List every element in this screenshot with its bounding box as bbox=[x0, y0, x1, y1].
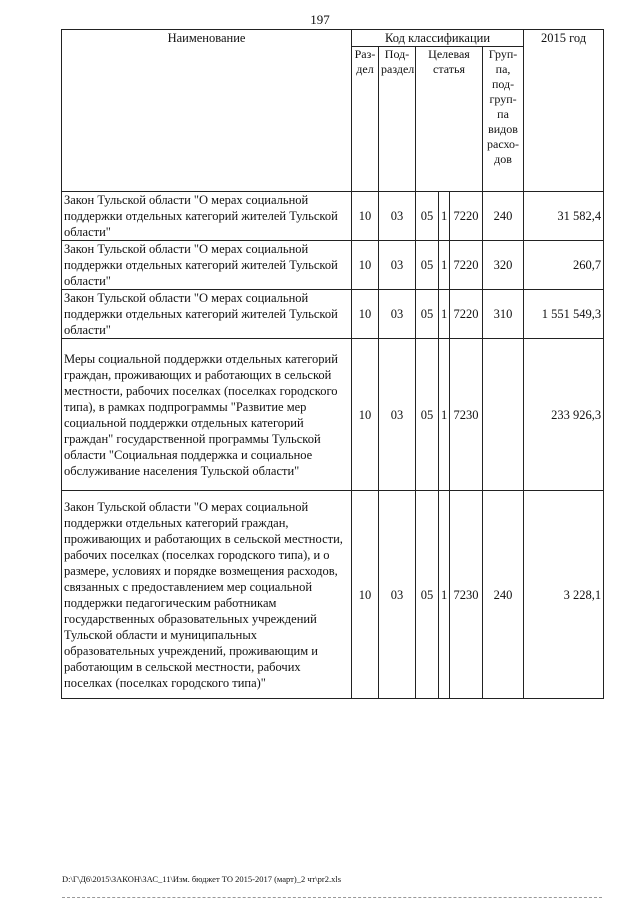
row-name: Закон Тульской области "О мерах социальной поддержки отдельных категорий жителей Тульской области" bbox=[62, 192, 352, 241]
row-target-program: 05 bbox=[416, 491, 439, 699]
table-row bbox=[62, 192, 604, 241]
row-name: Закон Тульской области "О мерах социальной поддержки отдельных категорий жителей Тульской области" bbox=[62, 290, 352, 339]
row-target-program: 05 bbox=[416, 339, 439, 491]
row-target-program: 05 bbox=[416, 192, 439, 241]
row-expense-group: 240 bbox=[483, 491, 524, 699]
row-name: Закон Тульской области "О мерах социальной поддержки отдельных категорий жителей Тульской области" bbox=[62, 241, 352, 290]
row-expense-group: 240 bbox=[483, 192, 524, 241]
row-name: Закон Тульской области "О мерах социальной поддержки отдельных категорий граждан, проживающих и работающих в сельской местности, рабочих поселках (поселках городского типа), и о размере, условиях и порядке возмещения расходов, связанных с предоставлением мер социальной поддержки педагогическим работникам государственных образовательных учреждений Тульской области и муниципальных образовательных учреждений, проживающим и работающим в сельской местности, рабочих поселках (поселках городского типа)" bbox=[62, 491, 352, 699]
row-expense-group bbox=[483, 339, 524, 491]
header-section: Раз- дел bbox=[352, 47, 379, 192]
footer-rule bbox=[62, 897, 602, 898]
row-amount: 1 551 549,3 bbox=[524, 290, 604, 339]
table-row bbox=[62, 290, 604, 339]
header-expense-group: Груп- па, под- груп- па видов расхо- дов bbox=[483, 47, 524, 192]
row-amount: 233 926,3 bbox=[524, 339, 604, 491]
header-target-article: Целевая статья bbox=[416, 47, 483, 192]
row-section: 10 bbox=[352, 192, 379, 241]
row-subsection: 03 bbox=[379, 491, 416, 699]
row-subsection: 03 bbox=[379, 192, 416, 241]
row-target-subprogram: 1 bbox=[439, 241, 450, 290]
row-target-code: 7220 bbox=[450, 290, 483, 339]
page-number: 197 bbox=[310, 12, 330, 27]
header-subsection: Под- раздел bbox=[379, 47, 416, 192]
row-section: 10 bbox=[352, 491, 379, 699]
row-target-program: 05 bbox=[416, 241, 439, 290]
row-subsection: 03 bbox=[379, 339, 416, 491]
row-subsection: 03 bbox=[379, 241, 416, 290]
row-subsection: 03 bbox=[379, 290, 416, 339]
header-name: Наименование bbox=[62, 30, 352, 192]
row-target-subprogram: 1 bbox=[439, 290, 450, 339]
row-target-code: 7230 bbox=[450, 339, 483, 491]
file-path-footer: D:\Г\Д6\2015\ЗАКОН\ЗАС_11\Изм. бюджет ТО 2015-2017 (март)_2 чт\pr2.xls bbox=[62, 874, 342, 884]
row-target-subprogram: 1 bbox=[439, 192, 450, 241]
row-amount: 31 582,4 bbox=[524, 192, 604, 241]
table-row bbox=[62, 491, 604, 699]
row-expense-group: 320 bbox=[483, 241, 524, 290]
row-target-program: 05 bbox=[416, 290, 439, 339]
header-classification: Код классификации bbox=[352, 30, 524, 47]
header-year: 2015 год bbox=[524, 30, 604, 192]
row-expense-group: 310 bbox=[483, 290, 524, 339]
budget-table bbox=[61, 29, 604, 699]
row-target-subprogram: 1 bbox=[439, 491, 450, 699]
row-amount: 3 228,1 bbox=[524, 491, 604, 699]
row-section: 10 bbox=[352, 339, 379, 491]
row-target-code: 7220 bbox=[450, 192, 483, 241]
row-section: 10 bbox=[352, 241, 379, 290]
row-target-subprogram: 1 bbox=[439, 339, 450, 491]
table-row bbox=[62, 339, 604, 491]
row-target-code: 7220 bbox=[450, 241, 483, 290]
table-row bbox=[62, 241, 604, 290]
row-target-code: 7230 bbox=[450, 491, 483, 699]
row-section: 10 bbox=[352, 290, 379, 339]
row-name: Меры социальной поддержки отдельных категорий граждан, проживающих и работающих в сельской местности, рабочих поселках (поселках городского типа), в рамках подпрограммы "Развитие мер социальной поддержки отдельных категорий граждан" государственной программы Тульской области "Социальная поддержка и социальное обслуживание населения Тульской области" bbox=[62, 339, 352, 491]
row-amount: 260,7 bbox=[524, 241, 604, 290]
